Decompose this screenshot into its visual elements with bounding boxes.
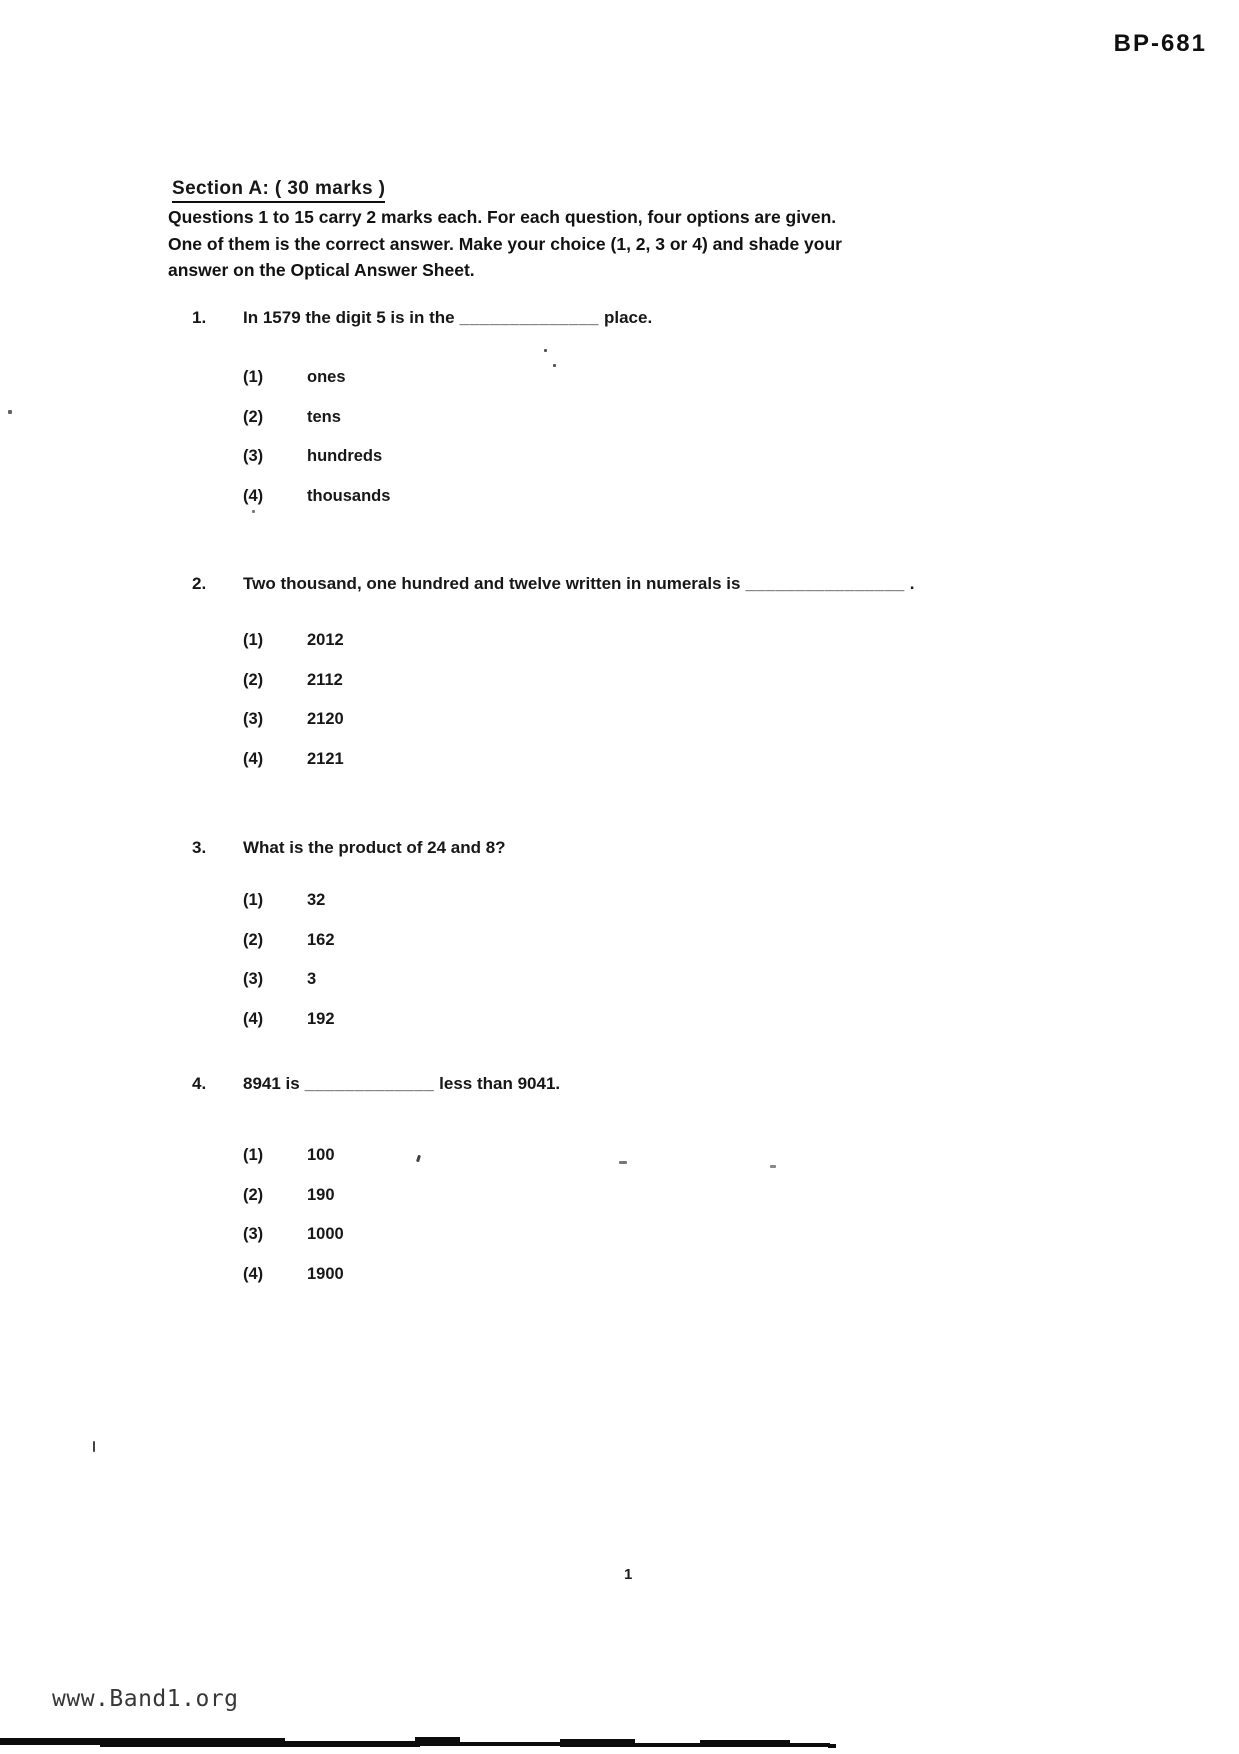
option-number: (2) (243, 670, 264, 689)
option-number: (4) (243, 749, 264, 768)
question-2-number: 2. (192, 574, 207, 593)
question-2-options (243, 621, 344, 779)
question-1-answer-blank: ______________ (459, 308, 599, 327)
instruction-line-3: answer on the Optical Answer Sheet. (168, 260, 475, 280)
option-row (243, 1215, 344, 1255)
question-2-text (243, 574, 914, 594)
option-value: 1900 (307, 1264, 344, 1283)
option-value: 2120 (307, 710, 344, 728)
footer-watermark: www.Band1.org (52, 1686, 239, 1712)
option-number: (1) (243, 631, 264, 649)
option-number: (1) (243, 891, 264, 909)
instruction-line-1: Questions 1 to 15 carry 2 marks each. For each question, four options are given. (168, 207, 837, 227)
question-1-options (243, 358, 390, 516)
option-row (243, 1176, 344, 1216)
doc-code: BP-681 (1113, 30, 1207, 57)
option-number: (4) (243, 1264, 264, 1283)
option-value: 2121 (307, 749, 344, 768)
option-value: thousands (307, 486, 391, 505)
question-4-text (243, 1074, 560, 1094)
option-number: (1) (243, 368, 264, 386)
page-number: 1 (624, 1566, 633, 1583)
question-4 (0, 1074, 1239, 1098)
scan-noise (93, 1441, 95, 1452)
option-number: (4) (243, 1009, 264, 1028)
option-number: (3) (243, 447, 264, 465)
option-row (243, 358, 390, 398)
scan-noise (416, 1155, 421, 1163)
scan-noise (252, 510, 255, 513)
option-value: 190 (307, 1185, 335, 1204)
option-number: (2) (243, 1185, 264, 1204)
option-row (243, 740, 344, 780)
question-2-prefix: Two thousand, one hundred and twelve written in numerals is (243, 574, 741, 593)
option-value: 2112 (307, 670, 343, 689)
option-number: (2) (243, 930, 264, 949)
scan-noise (619, 1161, 627, 1164)
option-row (243, 398, 390, 438)
option-row (243, 700, 344, 740)
option-value: 100 (307, 1146, 335, 1164)
option-row (243, 477, 390, 517)
scan-noise (553, 364, 556, 367)
scan-noise (544, 349, 547, 352)
scan-noise (770, 1165, 776, 1168)
question-4-options (243, 1136, 344, 1294)
option-number: (4) (243, 486, 264, 505)
question-4-answer-blank: _____________ (304, 1074, 435, 1093)
option-value: tens (307, 407, 341, 426)
option-number: (2) (243, 407, 264, 426)
option-row (243, 921, 335, 961)
option-row (243, 1136, 344, 1176)
question-1-prefix: In 1579 the digit 5 is in the (243, 308, 455, 327)
instruction-line-2: One of them is the correct answer. Make your choice (1, 2, 3 or 4) and shade your (168, 233, 842, 254)
option-value: 2012 (307, 631, 344, 649)
option-value: 32 (307, 891, 326, 909)
option-row (243, 621, 344, 661)
question-2-suffix: . (909, 574, 915, 593)
question-2-answer-blank: ________________ (745, 574, 905, 593)
option-row (243, 881, 335, 921)
question-1-number: 1. (192, 308, 207, 327)
question-4-number: 4. (192, 1074, 207, 1093)
question-1 (0, 308, 1239, 332)
scan-noise (8, 410, 12, 414)
option-value: ones (307, 368, 346, 386)
option-row (243, 960, 335, 1000)
option-number: (1) (243, 1146, 264, 1164)
question-4-prefix: 8941 is (243, 1074, 300, 1093)
question-3-number: 3. (192, 838, 207, 857)
question-3-prefix: What is the product of 24 and 8? (243, 838, 506, 857)
question-2 (0, 574, 1239, 598)
option-number: (3) (243, 970, 264, 988)
option-value: 1000 (307, 1225, 344, 1243)
option-value: hundreds (307, 447, 383, 465)
option-number: (3) (243, 710, 264, 728)
question-3 (0, 838, 1239, 862)
section-instructions (168, 204, 842, 284)
option-number: (3) (243, 1225, 264, 1243)
question-1-text (243, 308, 652, 328)
section-heading: Section A: ( 30 marks ) (172, 178, 385, 203)
option-value: 192 (307, 1009, 335, 1028)
option-value: 3 (307, 970, 317, 988)
option-row (243, 1000, 335, 1040)
option-row (243, 1255, 344, 1295)
option-value: 162 (307, 930, 335, 949)
question-1-suffix: place. (603, 308, 653, 327)
question-4-suffix: less than 9041. (439, 1074, 561, 1093)
option-row (243, 437, 390, 477)
question-3-text (243, 838, 506, 858)
option-row (243, 661, 344, 701)
question-3-options (243, 881, 335, 1039)
